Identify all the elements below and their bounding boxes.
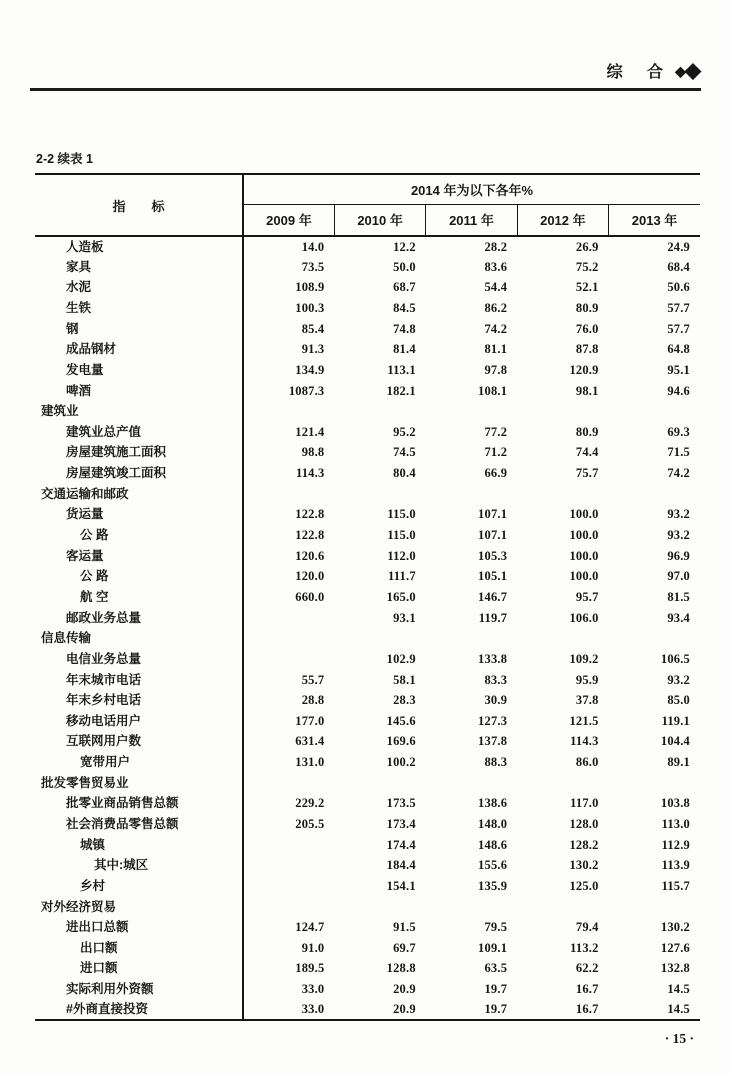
cell-value: 75.7 (575, 466, 599, 481)
cell-value: 88.3 (484, 755, 508, 770)
cell-value: 74.2 (484, 321, 508, 336)
cell-value: 104.4 (660, 734, 690, 749)
cell-value: 37.8 (575, 693, 599, 708)
cell-value: 111.7 (388, 569, 416, 584)
cell-value: 113.0 (661, 817, 690, 831)
cell-value: 113.1 (387, 362, 416, 377)
cell-value: 83.3 (484, 672, 508, 687)
row-label: 移动电话用户 (35, 711, 243, 732)
cell-value: 14.5 (667, 982, 690, 997)
cell-value: 124.7 (295, 920, 325, 935)
cell-value: 93.2 (667, 528, 690, 543)
cell-value: 14.5 (667, 1002, 690, 1017)
row-label: #外商直接投资 (35, 1000, 243, 1021)
cell-value: 69.3 (667, 424, 690, 439)
cell-value: 131.0 (295, 755, 325, 770)
cell-value: 93.2 (667, 672, 690, 687)
table-row (35, 690, 700, 711)
table-row (35, 731, 700, 752)
year-column-header: 2013 年 (609, 204, 700, 236)
section-row (35, 484, 700, 505)
cell-value: 112.9 (661, 837, 690, 852)
cell-value: 55.7 (301, 672, 325, 687)
row-label: 进出口总额 (35, 917, 243, 938)
diamond-icon: ◆ (675, 62, 686, 79)
row-label: 水泥 (35, 277, 243, 298)
row-label: 货运量 (35, 504, 243, 525)
cell-value: 184.4 (386, 858, 416, 873)
cell-value: 26.9 (575, 239, 599, 254)
section-row (35, 628, 700, 649)
cell-value: 86.0 (575, 755, 599, 770)
cell-value: 113.9 (661, 858, 690, 873)
column-group-header: 2014 年为以下各年% (243, 174, 700, 204)
cell-value: 93.4 (667, 610, 690, 625)
cell-value: 93.1 (393, 610, 416, 625)
cell-value: 71.2 (484, 445, 508, 460)
cell-value: 146.7 (478, 589, 508, 604)
cell-value: 113.2 (570, 940, 599, 955)
section-row (35, 897, 700, 918)
cell-value: 114.3 (295, 466, 325, 481)
cell-value (334, 628, 425, 649)
cell-value: 80.9 (575, 300, 599, 315)
cell-value: 81.1 (484, 342, 508, 357)
page-number: · 15 · (664, 1031, 694, 1046)
cell-value: 112.0 (387, 548, 416, 563)
table-row (35, 277, 700, 298)
cell-value: 20.9 (393, 1002, 416, 1017)
cell-value: 115.0 (387, 507, 416, 522)
cell-value (426, 628, 517, 649)
statistics-table (35, 173, 700, 1021)
cell-value (243, 835, 334, 856)
row-label: 生铁 (35, 298, 243, 319)
table-row (35, 463, 700, 484)
cell-value: 83.6 (484, 259, 508, 274)
cell-value: 28.3 (393, 693, 416, 708)
table-row (35, 876, 700, 897)
cell-value (609, 628, 700, 649)
row-label: 家具 (35, 257, 243, 278)
cell-value: 173.5 (386, 796, 416, 811)
row-label: 客运量 (35, 546, 243, 567)
row-label: 互联网用户数 (35, 731, 243, 752)
cell-value: 76.0 (575, 321, 599, 336)
cell-value: 148.6 (478, 837, 508, 852)
cell-value: 128.8 (386, 961, 416, 976)
table-row (35, 380, 700, 401)
cell-value (517, 401, 608, 422)
cell-value (517, 484, 608, 505)
cell-value: 660.0 (295, 589, 325, 604)
cell-value: 80.4 (393, 466, 416, 481)
cell-value: 103.8 (660, 796, 690, 811)
cell-value: 182.1 (386, 383, 416, 398)
header-row-group (35, 174, 700, 204)
cell-value: 173.4 (386, 817, 416, 831)
table-row (35, 587, 700, 608)
cell-value: 81.4 (393, 342, 416, 357)
row-label: 钢 (35, 319, 243, 340)
cell-value: 14.0 (301, 239, 325, 254)
cell-value: 57.7 (667, 321, 690, 336)
row-label: 邮政业务总量 (35, 608, 243, 629)
cell-value: 57.7 (667, 300, 690, 315)
cell-value: 119.7 (478, 610, 508, 625)
row-label: 公 路 (35, 566, 243, 587)
cell-value: 128.2 (569, 837, 599, 852)
cell-value: 80.9 (575, 424, 599, 439)
row-label: 批零业商品销售总额 (35, 793, 243, 814)
cell-value: 95.1 (667, 362, 690, 377)
row-label: 成品钢材 (35, 339, 243, 360)
row-label: 宽带用户 (35, 752, 243, 773)
table-row (35, 566, 700, 587)
cell-value (334, 484, 425, 505)
row-label: 公 路 (35, 525, 243, 546)
cell-value (243, 628, 334, 649)
row-label: 年末乡村电话 (35, 690, 243, 711)
table-row (35, 298, 700, 319)
cell-value (609, 401, 700, 422)
section-label: 建筑业 (35, 401, 243, 422)
table-row (35, 319, 700, 340)
cell-value: 119.1 (661, 713, 690, 728)
table-row (35, 546, 700, 567)
cell-value: 71.5 (667, 445, 690, 460)
cell-value: 121.4 (295, 424, 325, 439)
cell-value: 68.4 (667, 259, 690, 274)
table-row (35, 793, 700, 814)
cell-value: 174.4 (386, 837, 416, 852)
cell-value: 87.8 (575, 342, 599, 357)
row-label: 航 空 (35, 587, 243, 608)
cell-value: 120.0 (295, 569, 325, 584)
cell-value: 19.7 (484, 1002, 508, 1017)
cell-value: 121.5 (569, 713, 599, 728)
cell-value: 91.5 (393, 920, 416, 935)
cell-value: 63.5 (484, 961, 508, 976)
cell-value: 81.5 (667, 589, 690, 604)
row-label: 啤酒 (35, 380, 243, 401)
cell-value (517, 897, 608, 918)
cell-value: 128.0 (569, 817, 599, 831)
cell-value: 127.3 (478, 713, 508, 728)
section-label: 交通运输和邮政 (35, 484, 243, 505)
cell-value: 85.0 (667, 693, 690, 708)
cell-value (609, 897, 700, 918)
row-label: 电信业务总量 (35, 649, 243, 670)
cell-value: 122.8 (295, 507, 325, 522)
cell-value: 631.4 (295, 734, 325, 749)
table-row (35, 938, 700, 959)
cell-value (517, 628, 608, 649)
masthead-rule (30, 88, 701, 91)
cell-value: 69.7 (393, 940, 416, 955)
cell-value: 100.0 (569, 548, 599, 563)
cell-value: 50.0 (393, 259, 416, 274)
cell-value (517, 773, 608, 794)
cell-value: 94.6 (667, 383, 690, 398)
cell-value: 133.8 (478, 651, 508, 666)
cell-value: 95.2 (393, 424, 416, 439)
cell-value (243, 649, 334, 670)
cell-value: 120.9 (569, 362, 599, 377)
cell-value: 134.9 (295, 362, 325, 377)
cell-value: 115.0 (387, 528, 416, 543)
cell-value: 19.7 (484, 982, 508, 997)
cell-value: 28.2 (484, 239, 508, 254)
table-row (35, 257, 700, 278)
cell-value: 74.8 (393, 321, 416, 336)
cell-value: 98.8 (301, 445, 325, 460)
cell-value (609, 773, 700, 794)
row-label: 房屋建筑竣工面积 (35, 463, 243, 484)
cell-value: 137.8 (478, 734, 508, 749)
table-row (35, 835, 700, 856)
cell-value: 229.2 (295, 796, 325, 811)
cell-value: 68.7 (393, 280, 416, 295)
year-column-header: 2009 年 (243, 204, 334, 236)
cell-value: 135.9 (478, 878, 508, 893)
table-row (35, 979, 700, 1000)
row-label: 人造板 (35, 236, 243, 257)
row-label: 乡村 (35, 876, 243, 897)
cell-value: 100.2 (386, 755, 416, 770)
cell-value: 1087.3 (288, 383, 325, 398)
cell-value (334, 401, 425, 422)
diamond-icon: ◆ (684, 59, 701, 82)
cell-value (334, 773, 425, 794)
indicator-column-header: 指 标 (35, 174, 243, 236)
cell-value: 16.7 (575, 1002, 599, 1017)
table-row (35, 525, 700, 546)
cell-value: 127.6 (660, 940, 690, 955)
cell-value (426, 773, 517, 794)
table-row (35, 649, 700, 670)
cell-value: 105.3 (478, 548, 508, 563)
cell-value: 91.3 (301, 342, 325, 357)
section-label: 批发零售贸易业 (35, 773, 243, 794)
section-label: 信息传输 (35, 628, 243, 649)
cell-value: 154.1 (386, 878, 416, 893)
cell-value: 62.2 (575, 961, 599, 976)
section-label: 对外经济贸易 (35, 897, 243, 918)
year-column-header: 2011 年 (426, 204, 517, 236)
cell-value: 12.2 (393, 239, 416, 254)
cell-value: 109.1 (478, 940, 508, 955)
cell-value: 125.0 (569, 878, 599, 893)
cell-value: 16.7 (575, 982, 599, 997)
cell-value: 97.8 (484, 362, 508, 377)
cell-value: 52.1 (575, 280, 599, 295)
cell-value (243, 773, 334, 794)
cell-value: 73.5 (301, 259, 325, 274)
row-label: 建筑业总产值 (35, 422, 243, 443)
cell-value: 89.1 (667, 755, 690, 770)
cell-value (243, 608, 334, 629)
cell-value: 189.5 (295, 961, 325, 976)
cell-value: 114.3 (570, 734, 599, 749)
cell-value: 64.8 (667, 342, 690, 357)
cell-value: 130.2 (660, 920, 690, 935)
cell-value: 107.1 (478, 507, 508, 522)
cell-value: 155.6 (478, 858, 508, 873)
cell-value: 108.9 (295, 280, 325, 295)
cell-value: 50.6 (667, 280, 690, 295)
cell-value: 117.0 (570, 796, 599, 811)
cell-value: 95.7 (575, 589, 599, 604)
cell-value: 138.6 (478, 796, 508, 811)
cell-value: 108.1 (478, 383, 508, 398)
cell-value (426, 401, 517, 422)
table-row (35, 608, 700, 629)
section-title: 综 合 (606, 64, 674, 81)
cell-value (334, 897, 425, 918)
section-row (35, 401, 700, 422)
cell-value: 74.2 (667, 466, 690, 481)
cell-value (243, 484, 334, 505)
table-row (35, 236, 700, 257)
cell-value: 24.9 (667, 239, 690, 254)
table-row (35, 360, 700, 381)
cell-value (426, 897, 517, 918)
cell-value (243, 855, 334, 876)
cell-value: 106.0 (569, 610, 599, 625)
table-row (35, 752, 700, 773)
cell-value: 93.2 (667, 507, 690, 522)
cell-value (609, 484, 700, 505)
cell-value: 74.5 (393, 445, 416, 460)
cell-value: 100.0 (569, 507, 599, 522)
cell-value: 132.8 (660, 961, 690, 976)
year-column-header: 2012 年 (517, 204, 608, 236)
cell-value: 79.4 (575, 920, 599, 935)
cell-value (426, 484, 517, 505)
cell-value: 28.8 (301, 693, 325, 708)
cell-value: 100.0 (569, 528, 599, 543)
cell-value: 122.8 (295, 528, 325, 543)
table-row (35, 504, 700, 525)
cell-value: 107.1 (478, 528, 508, 543)
cell-value: 91.0 (301, 940, 325, 955)
cell-value: 130.2 (569, 858, 599, 873)
row-label: 社会消费品零售总额 (35, 814, 243, 835)
cell-value: 95.9 (575, 672, 599, 687)
cell-value: 33.0 (301, 1002, 325, 1017)
row-label: 房屋建筑施工面积 (35, 442, 243, 463)
row-label: 实际利用外资额 (35, 979, 243, 1000)
cell-value: 54.4 (484, 280, 508, 295)
row-label: 年末城市电话 (35, 669, 243, 690)
cell-value: 120.6 (295, 548, 325, 563)
cell-value: 105.1 (478, 569, 508, 584)
section-row (35, 773, 700, 794)
cell-value: 148.0 (478, 817, 508, 831)
cell-value: 106.5 (660, 651, 690, 666)
cell-value: 115.7 (661, 878, 690, 893)
table-row (35, 442, 700, 463)
cell-value: 102.9 (386, 651, 416, 666)
cell-value: 74.4 (575, 445, 599, 460)
cell-value: 33.0 (301, 982, 325, 997)
cell-value (243, 876, 334, 897)
table-label: 2-2 续表 1 (36, 152, 93, 166)
cell-value: 97.0 (667, 569, 690, 584)
cell-value: 98.1 (575, 383, 599, 398)
cell-value: 58.1 (393, 672, 416, 687)
table-row (35, 958, 700, 979)
cell-value: 86.2 (484, 300, 508, 315)
cell-value: 96.9 (667, 548, 690, 563)
cell-value: 66.9 (484, 466, 508, 481)
row-label: 其中:城区 (35, 855, 243, 876)
row-label: 城镇 (35, 835, 243, 856)
table-row (35, 855, 700, 876)
cell-value: 169.6 (386, 734, 416, 749)
table-row (35, 339, 700, 360)
cell-value: 79.5 (484, 920, 508, 935)
cell-value: 100.0 (569, 569, 599, 584)
cell-value: 100.3 (295, 300, 325, 315)
cell-value: 177.0 (295, 713, 325, 728)
table-row (35, 917, 700, 938)
cell-value (243, 401, 334, 422)
cell-value: 20.9 (393, 982, 416, 997)
cell-value: 85.4 (301, 321, 325, 336)
masthead (607, 59, 701, 82)
cell-value (243, 897, 334, 918)
row-label: 出口额 (35, 938, 243, 959)
cell-value: 165.0 (386, 589, 416, 604)
cell-value: 84.5 (393, 300, 416, 315)
cell-value: 145.6 (386, 713, 416, 728)
table-row (35, 669, 700, 690)
cell-value: 75.2 (575, 259, 599, 274)
table-row (35, 422, 700, 443)
cell-value: 30.9 (484, 693, 508, 708)
cell-value: 205.5 (295, 817, 325, 831)
row-label: 进口额 (35, 958, 243, 979)
cell-value: 77.2 (484, 424, 508, 439)
table-row (35, 814, 700, 835)
table-row (35, 1000, 700, 1021)
cell-value: 109.2 (569, 651, 599, 666)
row-label: 发电量 (35, 360, 243, 381)
year-column-header: 2010 年 (334, 204, 425, 236)
table-row (35, 711, 700, 732)
